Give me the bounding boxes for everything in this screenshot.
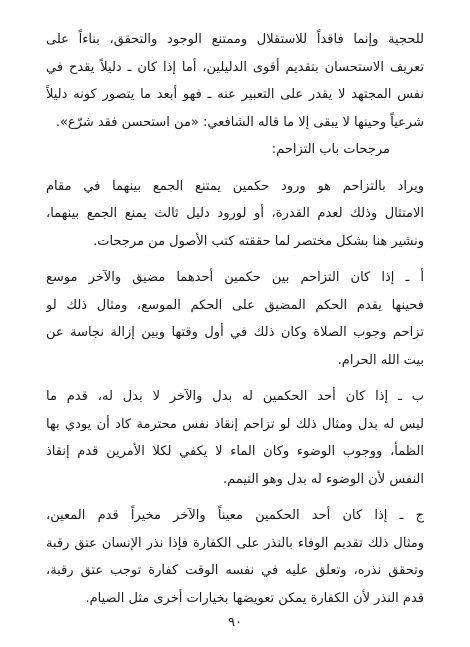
paragraph-item-b xyxy=(46,383,424,493)
page-number: ٩٠ xyxy=(228,615,242,630)
text-line: النفس لأن الوضوء له بدل وهو التيمم. xyxy=(223,471,424,487)
text-line: نفس المجتهد لا يقدر على التعبير عنه ـ فهو أبعد ما يتصور كونه دليلاً xyxy=(46,87,424,102)
text-line: فحينها يقدم الحكم المضيق على الحكم الموسع، ومثال ذلك لو xyxy=(46,297,424,313)
text-line: بيت الله الحرام. xyxy=(337,352,424,368)
paragraph-item-a xyxy=(46,264,424,374)
text-line: للحجية وإنما فاقداً للاستقلال وممتنع الوجود والتحقق، بناءاً على xyxy=(46,32,424,47)
text-line: شرعياً وحينها لا يبقى إلا ما قاله الشافعي: «من استحسن فقد شرّع». xyxy=(55,114,424,130)
text-line: وتحقق نذره، وتعلق عليه في نفسه الوقت كفارة توجب عتق رقبة، xyxy=(46,563,424,578)
paragraph-3 xyxy=(46,173,424,256)
section-heading xyxy=(46,136,424,164)
text-line: قدم النذر لأن الكفارة يمكن تعويضها بخيارات أخرى مثل الصيام. xyxy=(85,590,424,606)
paragraph-1 xyxy=(46,26,424,136)
text-line: تزاحم وجوب الصلاة وكان ذلك في أول وقتها وبين إزالة نجاسة عن xyxy=(46,325,424,340)
text-line: ويراد بالتزاحم هو ورود حكمين يمتنع الجمع بينهما في مقام xyxy=(46,178,424,194)
paragraph-item-c xyxy=(46,502,424,612)
text-line: تعريف الاستحسان بتقديم أقوى الدليلين، أما إذا كان ـ دليلاً يقدح في xyxy=(46,59,424,75)
text-line: ج ـ إذا كان أحد الحكمين معيناً والآخر مخيراً قدم المعين، xyxy=(46,508,424,523)
text-line: الامتثال وذلك لعدم القدرة، أو لورود دليل ثالث يمنع الجمع بينهما، xyxy=(46,206,424,221)
text-line: ليس له بدل ومثال ذلك لو تزاحم إنقاذ نفس محترمة كاد أن يودي بها xyxy=(46,416,424,432)
text-line: الظمأ، ووجوب الوضوء وكان الماء لا يكفي لكلا الأمرين قدم إنقاذ xyxy=(46,444,424,459)
heading-text: مرجحات باب التزاحم: xyxy=(271,142,390,157)
text-line: ب ـ إذا كان أحد الحكمين له بدل والآخر لا بدل له، قدم ما xyxy=(46,389,424,404)
text-line: ونشير هنا بشكل مختصر لما حققته كتب الأصول من مرجحات. xyxy=(93,233,424,249)
text-line: أ ـ إذا كان التزاحم بين حكمين أحدهما مضيق والآخر موسع xyxy=(46,270,424,285)
text-line: ومثال ذلك تقديم الوفاء بالنذر على الكفارة فإذا نذر الإنسان عتق رقبة xyxy=(46,535,424,551)
